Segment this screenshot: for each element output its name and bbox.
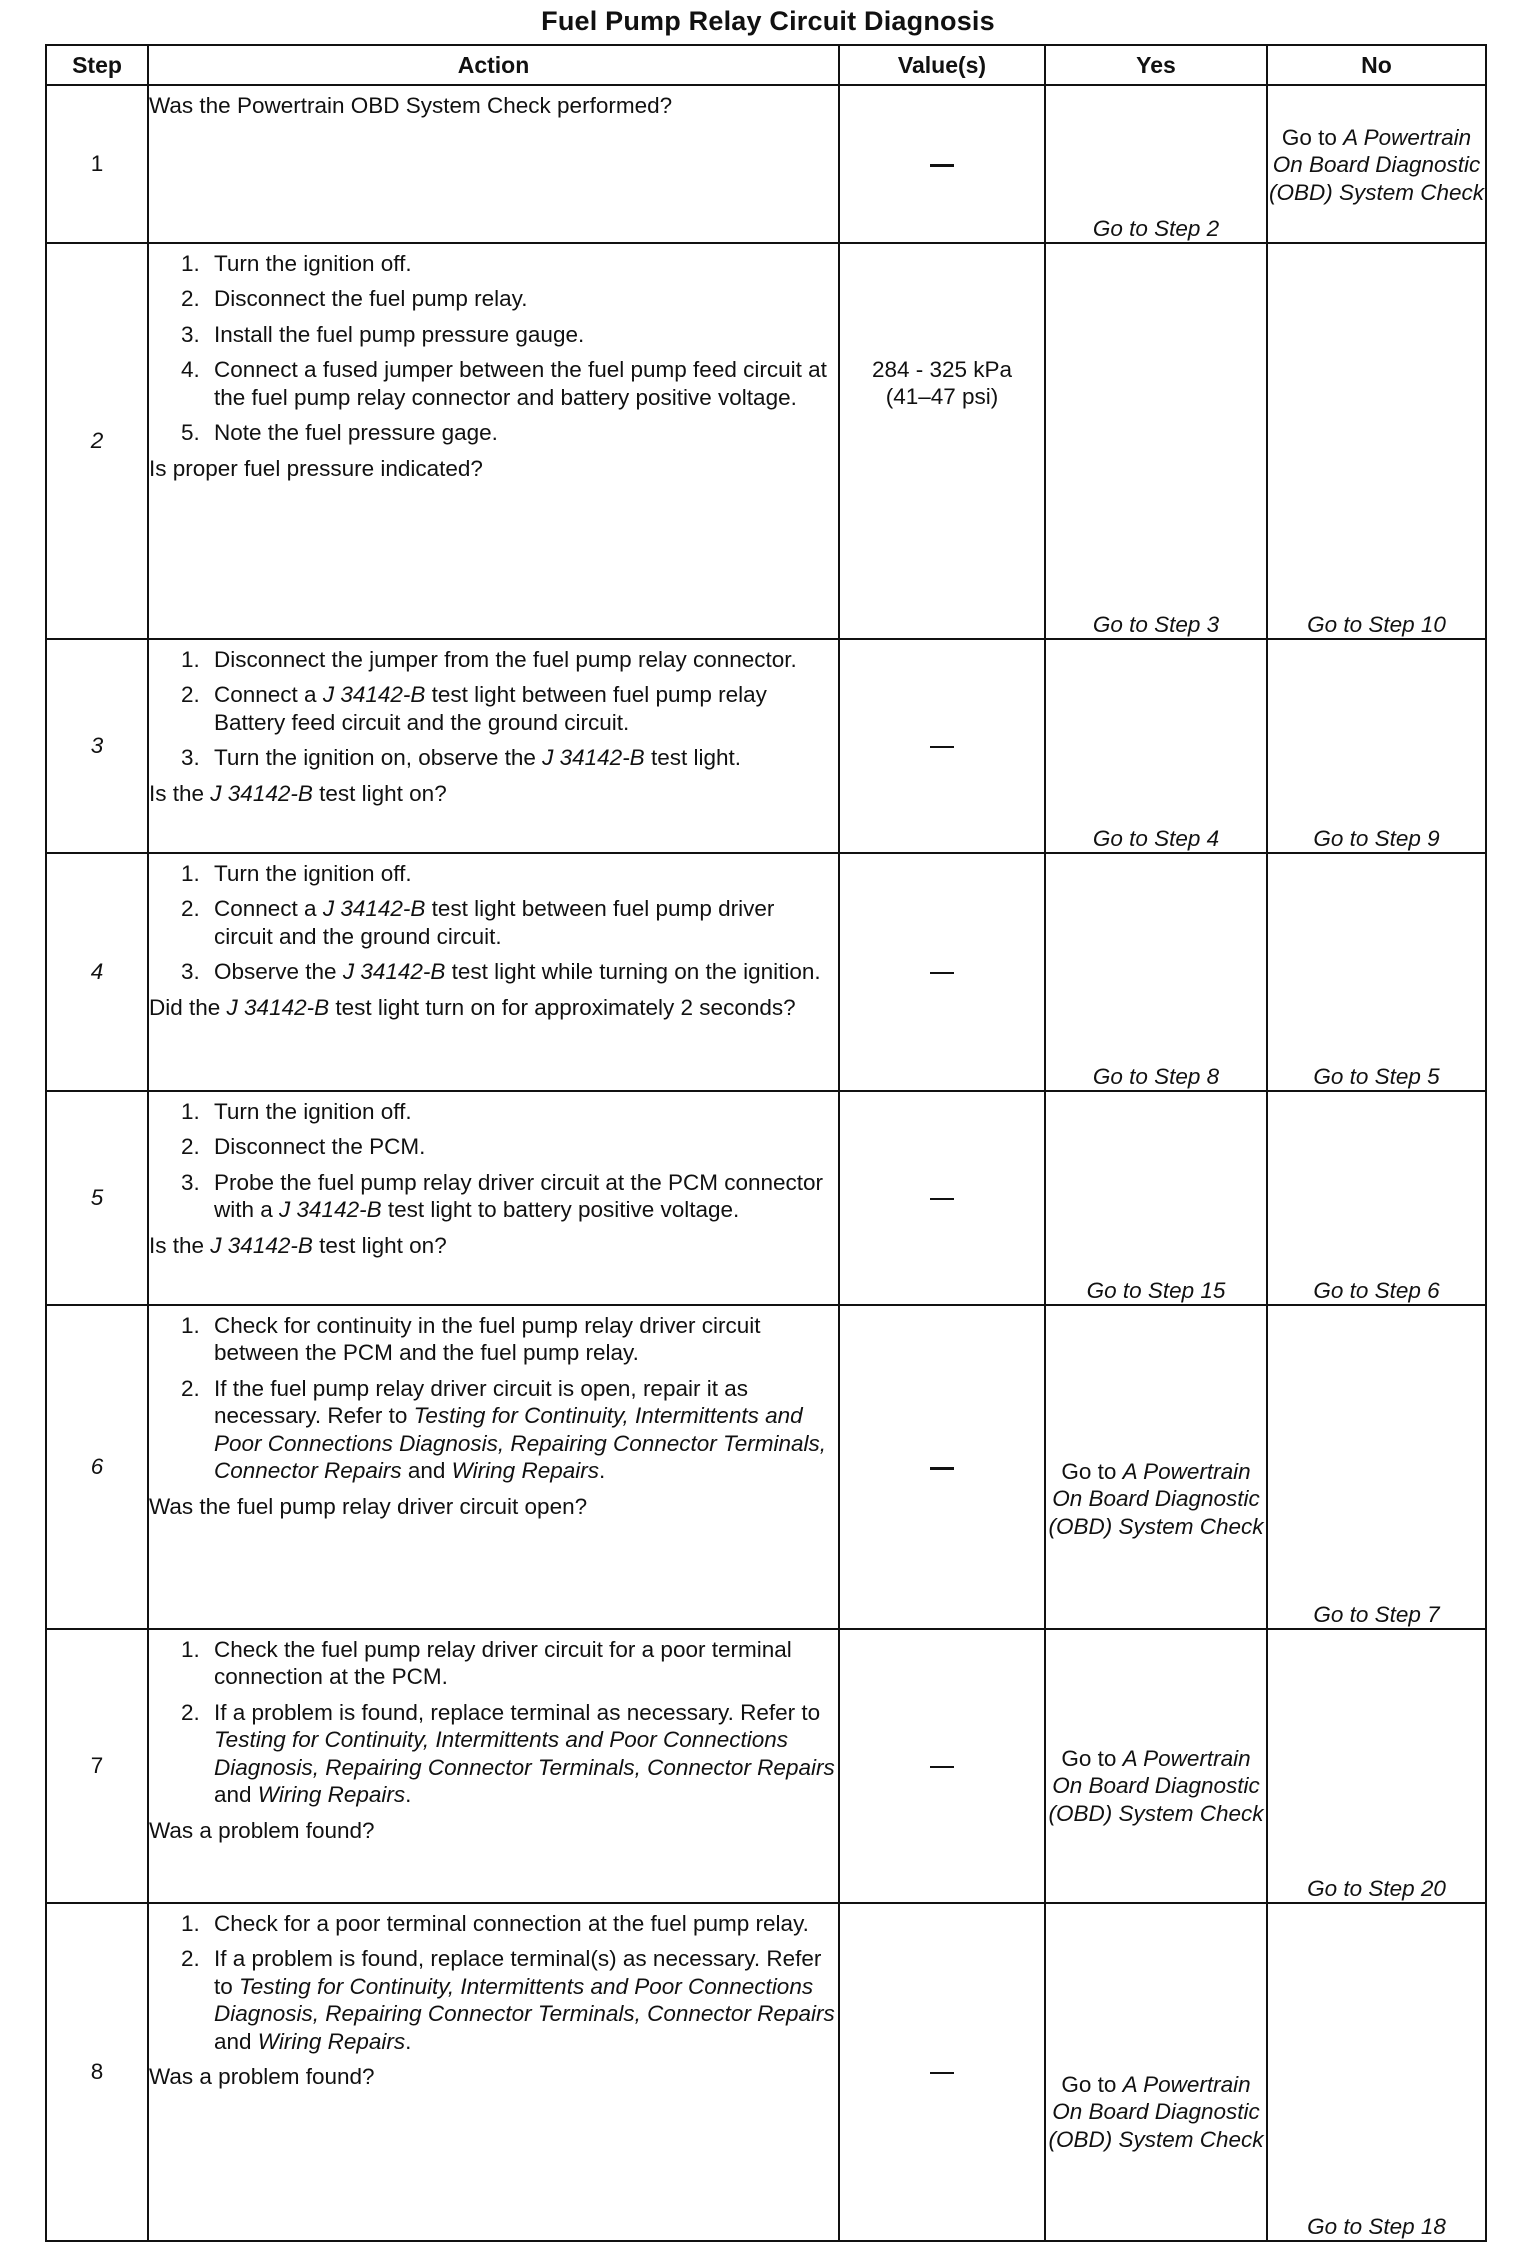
action-question: Was the Powertrain OBD System Check performed? [149,93,673,118]
list-item: 2. If a problem is found, replace terminal(s) as necessary. Refer to Testing for Continuity, Intermittents and Poor Connections Diagnosis, Repairing Connector Terminals, Connector Repairs and Wiring Repairs. [206,1945,838,2055]
action-steps [149,250,838,447]
no-cell: Go to Step 6 [1267,1091,1486,1305]
doc-ref: Testing for Continuity, Intermittents and Poor Connections Diagnosis, Repairing Connector Terminals, Connector Repairs [214,1727,835,1780]
yes-cell: Go to A Powertrain On Board Diagnostic (OBD) System Check [1045,1305,1267,1629]
value-cell [839,1091,1045,1305]
tool-ref: J 34142-B [542,745,645,771]
action-cell [148,639,839,853]
table-row [46,639,1486,853]
list-item: 1. Check for continuity in the fuel pump relay driver circuit between the PCM and the fuel pump relay. [206,1312,838,1367]
step-number: 6 [46,1305,148,1629]
step-number: 7 [46,1629,148,1903]
header-no: No [1267,45,1486,85]
action-question: Is the J 34142-B test light on? [149,780,447,806]
no-cell: Go to Step 10 [1267,243,1486,639]
list-item: 1. Check for a poor terminal connection at the fuel pump relay. [206,1910,838,1937]
step-number: 3 [46,639,148,853]
step-number: 1 [46,85,148,243]
value-cell [839,243,1045,639]
table-row [46,1903,1486,2241]
doc-ref: Testing for Continuity, Intermittents and Poor Connections Diagnosis, Repairing Connector Terminals, Connector Repairs [214,1973,835,2027]
tool-ref: J 34142-B [342,959,446,985]
yes-cell: Go to A Powertrain On Board Diagnostic (OBD) System Check [1045,1629,1267,1903]
value-dash [930,1467,954,1470]
header-values: Value(s) [839,45,1045,85]
list-item: 1. Turn the ignition off. [206,860,838,887]
doc-ref: Wiring Repairs [257,1782,406,1808]
yes-cell: Go to A Powertrain On Board Diagnostic (OBD) System Check [1045,1903,1267,2241]
no-cell: Go to A Powertrain On Board Diagnostic (OBD) System Check [1267,85,1486,243]
table-row [46,853,1486,1091]
list-item: 2. Disconnect the fuel pump relay. [206,285,838,312]
action-steps [149,1636,838,1809]
tool-ref: J 34142-B [322,682,426,708]
action-steps [149,646,838,772]
list-item: 2. If a problem is found, replace terminal as necessary. Refer to Testing for Continuity, Intermittents and Poor Connections Diagnosis, Repairing Connector Terminals, Connector Repairs and Wiring Repairs. [206,1699,838,1809]
action-cell [148,1629,839,1903]
header-step: Step [46,45,148,85]
value-dash [930,1766,954,1768]
list-item: 2. Connect a J 34142-B test light between fuel pump driver circuit and the ground circuit. [206,895,838,950]
list-item: 4. Connect a fused jumper between the fuel pump feed circuit at the fuel pump relay connector and battery positive voltage. [206,356,838,411]
action-cell [148,1305,839,1629]
doc-ref: Wiring Repairs [451,1458,599,1484]
list-item: 1. Turn the ignition off. [206,1098,838,1125]
action-cell [148,243,839,639]
yes-cell: Go to Step 8 [1045,853,1267,1091]
table-row [46,85,1486,243]
no-cell: Go to Step 5 [1267,853,1486,1091]
value-dash [930,972,954,974]
value-cell [839,1629,1045,1903]
list-item: 2. If the fuel pump relay driver circuit is open, repair it as necessary. Refer to Testing for Continuity, Intermittents and Poor Connections Diagnosis, Repairing Connector Terminals, Connector Repairs and Wiring Repairs. [206,1375,838,1485]
value-dash [930,164,954,167]
value-psi: (41–47 psi) [885,384,999,410]
table-row [46,1629,1486,1903]
no-cell: Go to Step 20 [1267,1629,1486,1903]
table-header-row [46,45,1486,85]
doc-ref: Wiring Repairs [257,2028,406,2054]
tool-ref: J 34142-B [322,896,426,922]
action-cell [148,1091,839,1305]
list-item: 3. Probe the fuel pump relay driver circuit at the PCM connector with a J 34142-B test light to battery positive voltage. [206,1169,838,1224]
page-title: Fuel Pump Relay Circuit Diagnosis [541,6,995,36]
value-cell [839,639,1045,853]
action-question: Was a problem found? [149,2064,375,2090]
action-question: Was a problem found? [149,1817,375,1843]
tool-ref: J 34142-B [279,1197,382,1223]
action-steps [149,1098,838,1224]
yes-cell: Go to Step 15 [1045,1091,1267,1305]
no-cell: Go to Step 9 [1267,639,1486,853]
value-cell [839,1305,1045,1629]
action-question: Was the fuel pump relay driver circuit open? [149,1493,588,1519]
list-item: 1. Turn the ignition off. [206,250,838,277]
action-cell [148,85,839,243]
list-item: 1. Check the fuel pump relay driver circuit for a poor terminal connection at the PCM. [206,1636,838,1691]
yes-cell: Go to Step 3 [1045,243,1267,639]
header-action: Action [148,45,839,85]
list-item: 1. Disconnect the jumper from the fuel pump relay connector. [206,646,838,673]
step-number: 2 [46,243,148,639]
action-cell [148,1903,839,2241]
value-dash [930,2072,954,2074]
action-question: Is the J 34142-B test light on? [149,1232,447,1258]
list-item: 3. Turn the ignition on, observe the J 34142-B test light. [206,744,838,771]
step-number: 5 [46,1091,148,1305]
value-cell [839,85,1045,243]
list-item: 2. Disconnect the PCM. [206,1133,838,1160]
value-dash [930,1198,954,1200]
table-row [46,1305,1486,1629]
yes-cell: Go to Step 2 [1045,85,1267,243]
action-steps [149,1910,838,2055]
value-cell [839,1903,1045,2241]
value-kpa: 284 - 325 kPa [871,357,1013,382]
action-steps [149,860,838,986]
list-item: 5. Note the fuel pressure gage. [206,419,838,446]
doc-ref: Testing for Continuity, Intermittents and Poor Connections Diagnosis, Repairing Connector Terminals, Connector Repairs [214,1403,826,1484]
no-cell: Go to Step 7 [1267,1305,1486,1629]
list-item: 3. Install the fuel pump pressure gauge. [206,321,838,348]
list-item: 2. Connect a J 34142-B test light between fuel pump relay Battery feed circuit and the ground circuit. [206,681,838,736]
action-cell [148,853,839,1091]
no-cell: Go to Step 18 [1267,1903,1486,2241]
header-yes: Yes [1045,45,1267,85]
value-cell [839,853,1045,1091]
action-question: Did the J 34142-B test light turn on for approximately 2 seconds? [149,994,796,1020]
table-row [46,243,1486,639]
step-number: 8 [46,1903,148,2241]
list-item: 3. Observe the J 34142-B test light while turning on the ignition. [206,958,838,985]
action-question: Is proper fuel pressure indicated? [149,455,483,481]
yes-cell: Go to Step 4 [1045,639,1267,853]
step-number: 4 [46,853,148,1091]
table-row [46,1091,1486,1305]
action-steps [149,1312,838,1485]
diagnosis-table [45,44,1487,2242]
value-dash [930,746,954,748]
